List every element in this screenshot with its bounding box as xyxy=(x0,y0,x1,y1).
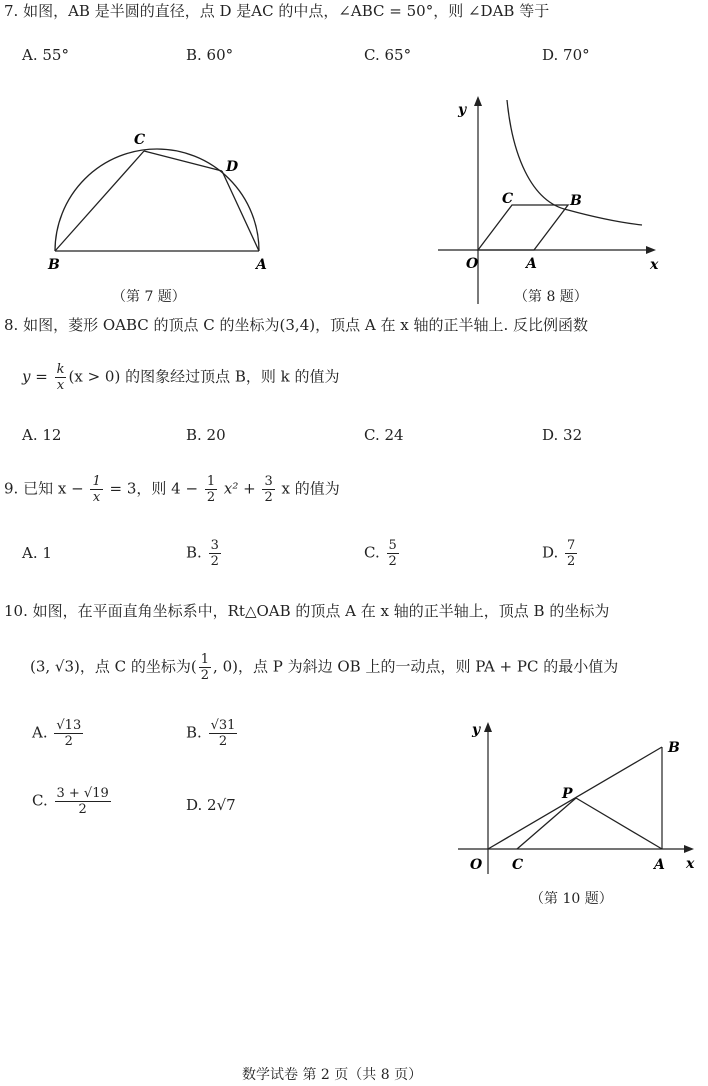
q7-stem: 7. 如图，AB 是半圆的直径，点 D 是AC 的中点，∠ABC = 50°，则 ∠DAB 等于 xyxy=(4,2,550,20)
q9-option-d-fraction xyxy=(565,538,577,569)
q10-option-a xyxy=(32,718,85,749)
q9-option-c-num: 5 xyxy=(388,538,397,553)
q8-x-arrow xyxy=(646,246,656,254)
q9-stem-d: x 的值为 xyxy=(281,479,340,498)
q9-option-d-label: D. xyxy=(542,543,559,562)
q8-rhombus-oabc xyxy=(478,205,568,250)
q10-line2 xyxy=(30,652,618,683)
q8-fraction-den: x xyxy=(56,378,65,393)
q10-option-a-num: √13 xyxy=(56,718,82,733)
q9-stem-a: 9. 已知 x − xyxy=(4,479,84,498)
q10-option-b xyxy=(186,718,239,749)
q10-fraction-1-over-2 xyxy=(199,652,211,683)
q9-f3-num: 3 xyxy=(264,474,273,489)
q8-stem: 8. 如图，菱形 OABC 的顶点 C 的坐标为(3,4)，顶点 A 在 x 轴的正半轴上. 反比例函数 xyxy=(4,316,588,334)
q10-label-p: P xyxy=(562,786,573,802)
q8-option-c: C. 24 xyxy=(364,426,404,444)
q8-caption: （第 8 题） xyxy=(514,289,588,305)
q10-label-b: B xyxy=(668,740,680,756)
q10-y-arrow xyxy=(484,722,492,732)
q9-option-b xyxy=(186,538,223,569)
q10-option-b-num: √31 xyxy=(210,718,236,733)
q9-fraction-1-over-2 xyxy=(205,474,217,505)
q10-x-arrow xyxy=(684,845,694,853)
q7-label-d: D xyxy=(226,159,239,175)
q10-coordinate-figure xyxy=(456,714,702,882)
q9-fraction-3-over-2 xyxy=(262,474,274,505)
q9-option-d-den: 2 xyxy=(567,554,576,569)
page-footer: 数学试卷 第 2 页（共 8 页） xyxy=(242,1067,423,1083)
q8-line2-pre: y = xyxy=(22,367,53,386)
q10-option-c-den: 2 xyxy=(78,802,87,817)
q8-fraction-k-over-x xyxy=(55,362,67,393)
q8-label-a: A xyxy=(526,256,537,272)
q10-option-a-fraction xyxy=(54,718,83,749)
q9-option-b-fraction xyxy=(209,538,221,569)
q9-stem xyxy=(4,474,340,505)
q9-stem-c: x² + xyxy=(223,479,256,498)
q10-label-y: y xyxy=(472,722,481,738)
q7-label-b: B xyxy=(48,257,60,273)
q8-option-d: D. 32 xyxy=(542,426,583,444)
q7-label-c: C xyxy=(134,132,146,148)
q10-line2-b: , 0)，点 P 为斜边 OB 上的一动点，则 PA + PC 的最小值为 xyxy=(213,657,619,676)
q10-option-b-label: B. xyxy=(186,723,202,742)
q7-caption: （第 7 题） xyxy=(112,289,186,305)
q7-option-d: D. 70° xyxy=(542,46,590,64)
q10-line2-den: 2 xyxy=(200,668,210,683)
q8-y-arrow xyxy=(474,96,482,106)
q10-option-c-label: C. xyxy=(32,791,48,810)
q9-option-d-num: 7 xyxy=(567,538,576,553)
q8-label-c: C xyxy=(502,191,514,207)
q8-line2 xyxy=(22,362,339,393)
q10-option-b-fraction xyxy=(209,718,238,749)
q10-option-c-num: 3 + √19 xyxy=(56,786,109,801)
q9-f3-den: 2 xyxy=(264,490,273,505)
q9-f2-num: 1 xyxy=(206,474,216,489)
q10-line2-a: (3, √3)，点 C 的坐标为( xyxy=(30,657,197,676)
q8-option-a: A. 12 xyxy=(22,426,62,444)
q7-label-a: A xyxy=(256,257,267,273)
q10-segment-pa xyxy=(576,798,662,849)
q9-option-c xyxy=(364,538,401,569)
q10-stem: 10. 如图，在平面直角坐标系中，Rt△OAB 的顶点 A 在 x 轴的正半轴上，顶点 B 的坐标为 xyxy=(4,602,610,620)
q10-segment-pc xyxy=(517,798,576,849)
q8-label-b: B xyxy=(570,193,582,209)
q7-chord-cd xyxy=(144,151,222,171)
q9-option-b-label: B. xyxy=(186,543,202,562)
q10-option-a-den: 2 xyxy=(64,734,73,749)
q10-label-c: C xyxy=(512,857,524,873)
q10-caption: （第 10 题） xyxy=(530,891,613,907)
q9-option-d xyxy=(542,538,579,569)
q8-fraction-num: k xyxy=(56,362,65,377)
q9-fraction-1-over-x xyxy=(90,474,102,505)
q9-stem-b: = 3，则 4 − xyxy=(109,479,199,498)
q9-f1-den: x xyxy=(92,490,101,505)
q10-label-a: A xyxy=(654,857,665,873)
q10-option-d: D. 2√7 xyxy=(186,796,236,814)
q9-option-b-den: 2 xyxy=(210,554,219,569)
q7-option-a: A. 55° xyxy=(22,46,69,64)
q9-option-c-label: C. xyxy=(364,543,380,562)
q9-option-c-fraction xyxy=(387,538,399,569)
q7-option-b: B. 60° xyxy=(186,46,234,64)
q7-option-c: C. 65° xyxy=(364,46,412,64)
q9-f1-num: 1 xyxy=(92,474,101,489)
q8-coordinate-figure xyxy=(430,92,670,304)
q9-f2-den: 2 xyxy=(206,490,216,505)
q10-option-c xyxy=(32,786,113,817)
q10-label-o: O xyxy=(470,857,483,873)
q8-label-y: y xyxy=(458,102,467,118)
q8-line2-post: (x > 0) 的图象经过顶点 B，则 k 的值为 xyxy=(68,367,340,386)
q10-label-x: x xyxy=(686,856,695,872)
q8-label-o: O xyxy=(466,256,479,272)
q10-line2-num: 1 xyxy=(200,652,210,667)
q10-option-b-den: 2 xyxy=(218,734,228,749)
q7-semicircle-figure xyxy=(40,120,280,280)
q8-label-x: x xyxy=(650,257,659,273)
q9-option-b-num: 3 xyxy=(210,538,219,553)
q9-option-a: A. 1 xyxy=(22,544,52,562)
q10-option-a-label: A. xyxy=(32,723,48,742)
q10-option-c-fraction xyxy=(55,786,111,817)
q7-chord-da xyxy=(222,171,259,251)
q8-option-b: B. 20 xyxy=(186,426,226,444)
q9-option-c-den: 2 xyxy=(388,554,397,569)
